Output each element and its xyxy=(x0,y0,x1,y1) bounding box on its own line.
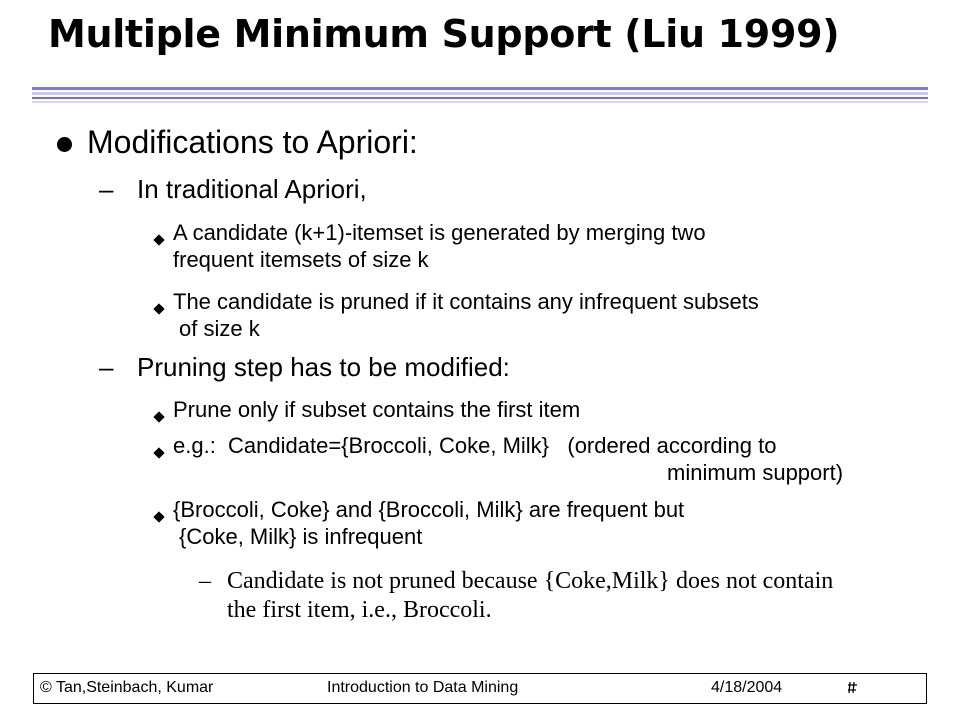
title-divider-line-3 xyxy=(32,97,928,99)
item-frequent-line2: {Coke, Milk} is infrequent xyxy=(179,524,423,549)
bullet-dot-icon xyxy=(57,137,72,152)
title-divider-line-4 xyxy=(32,101,928,103)
item-candidate-generation-line2: frequent itemsets of size k xyxy=(173,247,429,272)
subbullet-pruning-step: Pruning step has to be modified: xyxy=(137,352,510,382)
title-divider-line-1 xyxy=(32,87,928,90)
item-candidate-pruned-line2: of size k xyxy=(179,316,260,341)
footer-authors: © Tan,Steinbach, Kumar xyxy=(40,679,214,696)
footer-course: Introduction to Data Mining xyxy=(327,679,519,696)
diamond-bullet-icon xyxy=(153,234,164,245)
item-prune-first-item: Prune only if subset contains the first item xyxy=(173,397,581,422)
dash-icon: – xyxy=(99,352,114,382)
note-not-pruned-line1: Candidate is not pruned because {Coke,Milk} does not contain xyxy=(227,568,834,594)
dash-icon: – xyxy=(99,174,114,204)
bullet-modifications: Modifications to Apriori: xyxy=(87,124,418,160)
item-candidate-pruned-line1: The candidate is pruned if it contains any infrequent subsets xyxy=(173,289,759,314)
title-divider-line-2 xyxy=(32,92,928,95)
diamond-bullet-icon xyxy=(153,511,164,522)
item-example-line1: e.g.: Candidate={Broccoli, Coke, Milk} (ordered according to xyxy=(173,433,777,458)
diamond-bullet-icon xyxy=(153,411,164,422)
diamond-bullet-icon xyxy=(153,447,164,458)
footer-date: 4/18/2004 xyxy=(711,679,783,696)
page-number-icon xyxy=(848,681,858,694)
subbullet-traditional-apriori: In traditional Apriori, xyxy=(137,174,367,204)
slide-title: Multiple Minimum Support (Liu 1999) xyxy=(48,12,840,56)
item-frequent-line1: {Broccoli, Coke} and {Broccoli, Milk} are frequent but xyxy=(173,497,685,522)
item-example-line2: minimum support) xyxy=(667,460,844,485)
dash-icon: – xyxy=(199,568,211,594)
note-not-pruned-line2: the first item, i.e., Broccoli. xyxy=(227,597,492,623)
item-candidate-generation-line1: A candidate (k+1)-itemset is generated by merging two xyxy=(173,220,706,245)
diamond-bullet-icon xyxy=(153,303,164,314)
